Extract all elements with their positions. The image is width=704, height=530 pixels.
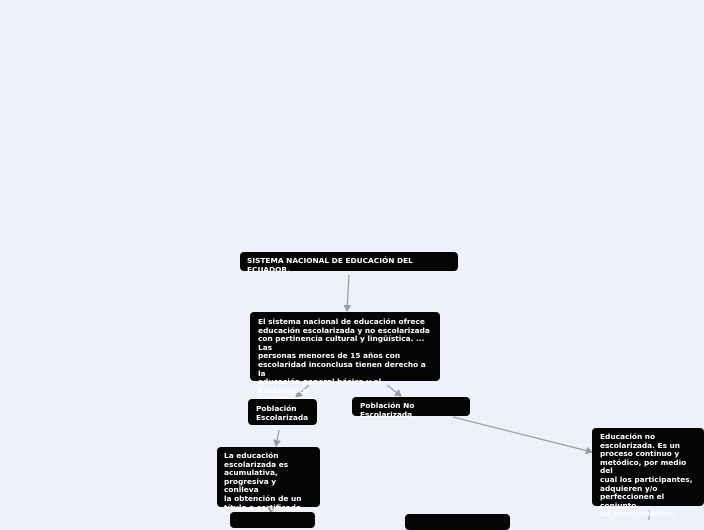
connector-no-escolarizada-to-desc (453, 417, 592, 452)
topic-educacion-no-escolarizada-desc[interactable]: Educación no escolarizada. Es un proceso continuo y metódico, por medio del cual los participantes, adquieren y/o perfeccionen el conjunto de conocimientos, (592, 428, 704, 506)
topic-partial-no-escolarizada-child[interactable] (405, 514, 510, 530)
topic-sistema-nacional[interactable]: SISTEMA NACIONAL DE EDUCACIÓN DEL ECUADOR. (240, 252, 458, 271)
connector-definition-to-no-escolarizada (387, 385, 401, 396)
topic-definicion-sistema[interactable]: El sistema nacional de educación ofrece educación escolarizada y no escolarizada con pertinencia cultural y lingüística. ... Las personas menores de 15 años con escolaridad inconclusa tienen derecho a la educación general básica y el bachillerato (250, 312, 440, 381)
connector-root-to-definition (347, 275, 349, 311)
connector-escolarizada-to-desc (276, 430, 279, 446)
topic-poblacion-no-escolarizada[interactable]: Población No Escolarizada (352, 397, 470, 416)
topic-poblacion-escolarizada[interactable]: Población Escolarizada (248, 399, 317, 425)
topic-partial-escolarizada-child[interactable] (230, 512, 315, 528)
topic-educacion-escolarizada-desc[interactable]: La educación escolarizada es acumulativa, progresiva y conlleva la obtención de un título o certificado. (217, 447, 320, 507)
